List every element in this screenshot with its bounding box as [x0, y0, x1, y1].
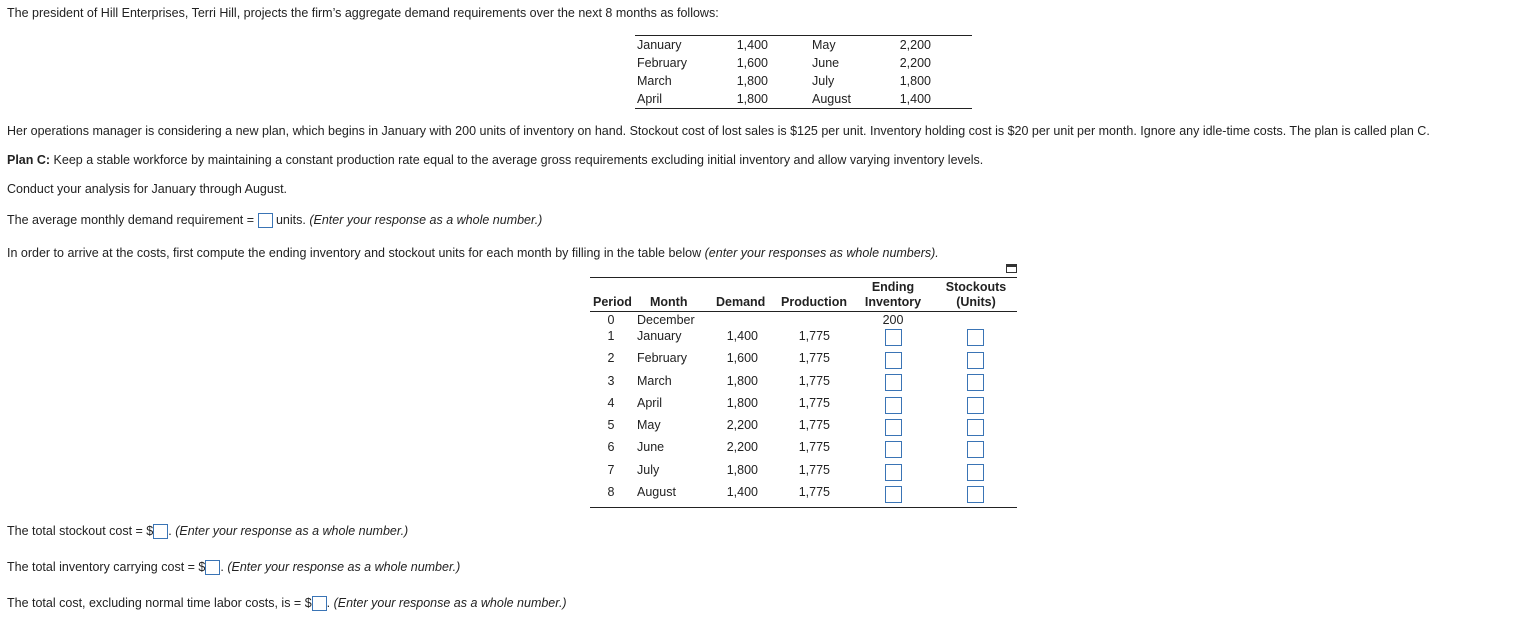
total-cost-hint: (Enter your response as a whole number.) — [333, 596, 567, 610]
inventory-cost-input[interactable] — [205, 560, 220, 575]
row-production: 1,775 — [798, 351, 830, 365]
copy-table-icon[interactable] — [1006, 264, 1017, 273]
avg-hint: (Enter your response as a whole number.) — [309, 213, 543, 227]
demand-month: January — [637, 38, 682, 52]
demand-month: February — [637, 56, 688, 70]
row-production: 1,775 — [798, 418, 830, 432]
demand-month: April — [637, 92, 663, 106]
header-month: Month — [650, 295, 688, 309]
row-month: March — [637, 374, 672, 388]
inventory-cost-label: The total inventory carrying cost = $ — [7, 560, 206, 574]
average-demand-input[interactable] — [258, 213, 273, 228]
row-month: July — [637, 463, 660, 477]
stockout-cost-hint: (Enter your response as a whole number.) — [175, 524, 409, 538]
row-production: 1,775 — [798, 396, 830, 410]
row-production: 1,775 — [798, 463, 830, 477]
demand-value: 1,400 — [736, 38, 768, 52]
instr-hint: (enter your responses as whole numbers). — [704, 246, 939, 260]
row-period: 2 — [607, 351, 615, 365]
avg-prefix: The average monthly demand requirement = — [7, 213, 255, 227]
plan-description: Her operations manager is considering a new plan, which begins in January with 200 units of inventory on hand. Stockout cost of lost sales is $125 per unit. Inventory holding cost is $20 per unit per month. Ignore any idle-time costs. The plan is called plan C. — [7, 124, 1430, 138]
row-period: 4 — [607, 396, 615, 410]
row-production: 1,775 — [798, 485, 830, 499]
header-period: Period — [593, 295, 632, 309]
row-demand: 1,800 — [726, 463, 758, 477]
demand-value: 1,600 — [736, 56, 768, 70]
stockout-cost-label: The total stockout cost = $ — [7, 524, 154, 538]
row-month: May — [637, 418, 661, 432]
row-demand: 1,400 — [726, 485, 758, 499]
inventory-cost-hint: (Enter your response as a whole number.) — [227, 560, 461, 574]
row-month: August — [637, 485, 676, 499]
demand-value: 1,800 — [736, 92, 768, 106]
demand-month: August — [812, 92, 851, 106]
ending-inventory-input[interactable] — [885, 352, 902, 369]
demand-value: 1,800 — [899, 74, 931, 88]
header-stockouts: Stockouts — [945, 280, 1007, 294]
stockouts-input[interactable] — [967, 419, 984, 436]
row-period: 7 — [607, 463, 615, 477]
row-demand: 1,400 — [726, 329, 758, 343]
ending-inventory-input[interactable] — [885, 464, 902, 481]
header-demand: Demand — [716, 295, 766, 309]
row-demand: 1,600 — [726, 351, 758, 365]
row-demand: 1,800 — [726, 374, 758, 388]
ending-inventory-input[interactable] — [885, 441, 902, 458]
row-production: 1,775 — [798, 329, 830, 343]
intro-text: The president of Hill Enterprises, Terri Hill, projects the firm’s aggregate demand requirements over the next 8 months as follows: — [7, 6, 719, 20]
row-demand: 2,200 — [726, 418, 758, 432]
header-production: Production — [781, 295, 847, 309]
ending-inventory-input[interactable] — [885, 374, 902, 391]
table-instructions — [7, 246, 939, 260]
row-demand: 2,200 — [726, 440, 758, 454]
avg-suffix: units. — [275, 213, 306, 227]
demand-month: July — [812, 74, 835, 88]
inventory-cost-question: The total inventory carrying cost = $ . (Enter your response as a whole number.) — [7, 560, 461, 574]
row-period: 6 — [607, 440, 615, 454]
stockouts-input[interactable] — [967, 329, 984, 346]
ending-inventory-input[interactable] — [885, 329, 902, 346]
total-cost-label: The total cost, excluding normal time labor costs, is = $ — [7, 596, 312, 610]
header-ending: Ending — [871, 280, 915, 294]
stockouts-input[interactable] — [967, 486, 984, 503]
ending-inventory-input[interactable] — [885, 397, 902, 414]
ending-inventory-input[interactable] — [885, 419, 902, 436]
demand-month: June — [812, 56, 840, 70]
row-ending-inventory: 200 — [882, 313, 904, 327]
demand-value: 2,200 — [899, 56, 931, 70]
row-production: 1,775 — [798, 374, 830, 388]
demand-value: 1,800 — [736, 74, 768, 88]
demand-value: 1,400 — [899, 92, 931, 106]
plan-c-definition — [7, 153, 983, 167]
stockouts-input[interactable] — [967, 464, 984, 481]
row-month: December — [637, 313, 695, 327]
stockouts-input[interactable] — [967, 441, 984, 458]
plan-text: Keep a stable workforce by maintaining a constant production rate equal to the average gross requirements excluding initial inventory and allow varying inventory levels. — [50, 153, 984, 167]
row-period: 5 — [607, 418, 615, 432]
instr-text: In order to arrive at the costs, first compute the ending inventory and stockout units for each month by filling in the table below — [7, 246, 702, 260]
row-period: 3 — [607, 374, 615, 388]
row-period: 8 — [607, 485, 615, 499]
stockouts-input[interactable] — [967, 374, 984, 391]
plan-label: Plan C: — [7, 153, 51, 167]
header-units: (Units) — [956, 295, 996, 309]
row-demand: 1,800 — [726, 396, 758, 410]
stockouts-input[interactable] — [967, 397, 984, 414]
row-period: 1 — [607, 329, 615, 343]
total-cost-question: The total cost, excluding normal time labor costs, is = $ . (Enter your response as a whole number.) — [7, 596, 567, 610]
average-demand-question — [7, 213, 542, 228]
header-inventory: Inventory — [864, 295, 922, 309]
demand-month: March — [637, 74, 672, 88]
row-month: June — [637, 440, 665, 454]
analysis-period-text: Conduct your analysis for January through August. — [7, 182, 288, 196]
stockout-cost-input[interactable] — [153, 524, 168, 539]
stockouts-input[interactable] — [967, 352, 984, 369]
total-cost-input[interactable] — [312, 596, 327, 611]
stockout-cost-question: The total stockout cost = $ . (Enter your response as a whole number.) — [7, 524, 409, 538]
row-month: January — [637, 329, 682, 343]
row-month: February — [637, 351, 688, 365]
ending-inventory-input[interactable] — [885, 486, 902, 503]
demand-month: May — [812, 38, 836, 52]
demand-value: 2,200 — [899, 38, 931, 52]
row-production: 1,775 — [798, 440, 830, 454]
row-period: 0 — [607, 313, 615, 327]
row-month: April — [637, 396, 663, 410]
